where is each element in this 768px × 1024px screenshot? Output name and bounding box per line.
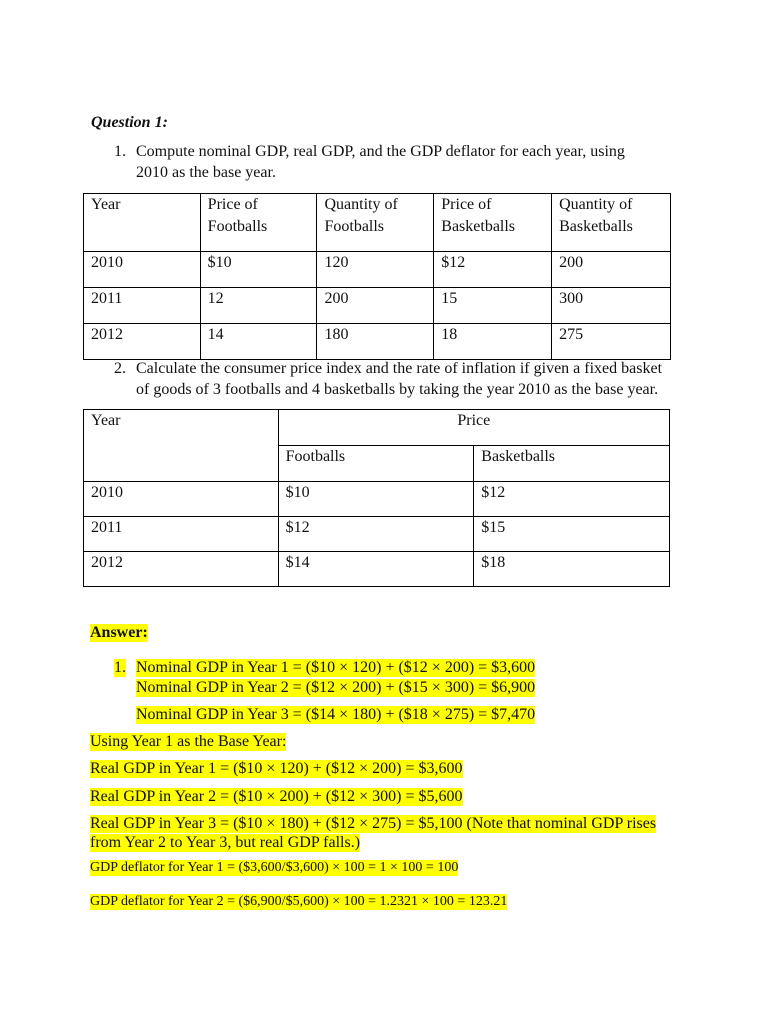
table-cell: 2011 <box>84 517 279 552</box>
table-cell: $12 <box>474 482 670 517</box>
table-cell: $12 <box>278 517 474 552</box>
table-cell: $10 <box>200 252 317 288</box>
nominal-gdp-year-1: Nominal GDP in Year 1 = ($10 × 120) + ($12 × 200) = $3,600 <box>136 659 536 676</box>
question-2-number: 2. <box>114 360 126 377</box>
table-cell: 120 <box>317 252 434 288</box>
table-header-row <box>84 194 671 252</box>
table-cell: $12 <box>434 252 552 288</box>
header-cell: Quantity of Footballs <box>317 194 434 252</box>
header-cell: Price <box>278 410 669 446</box>
question-1-line-1: Compute nominal GDP, real GDP, and the GDP deflator for each year, using <box>136 143 625 160</box>
table-cell: $18 <box>474 552 670 587</box>
table-cell: 12 <box>200 288 317 324</box>
table-cell: $10 <box>278 482 474 517</box>
real-gdp-year-1: Real GDP in Year 1 = ($10 × 120) + ($12 × 200) = $3,600 <box>90 760 463 777</box>
table-cell: 275 <box>552 324 671 360</box>
table-row <box>84 552 670 587</box>
question-title: Question 1: <box>91 114 168 131</box>
question-1-line-2: 2010 as the base year. <box>136 164 276 181</box>
table-cell: 2010 <box>84 482 279 517</box>
table-cell: 2011 <box>84 288 201 324</box>
price-table <box>83 409 670 587</box>
header-cell: Basketballs <box>474 446 670 482</box>
header-cell: Year <box>84 194 201 252</box>
gdp-deflator-year-1: GDP deflator for Year 1 = ($3,600/$3,600) × 100 = 1 × 100 = 100 <box>90 860 459 875</box>
question-2-line-2: of goods of 3 footballs and 4 basketballs by taking the year 2010 as the base year. <box>136 381 659 398</box>
header-cell: Price of Footballs <box>200 194 317 252</box>
table-row <box>84 252 671 288</box>
gdp-table <box>83 193 671 360</box>
header-cell: Year <box>84 410 279 482</box>
answer-item-number: 1. <box>114 659 126 676</box>
question-1-number: 1. <box>114 143 126 160</box>
nominal-gdp-year-2: Nominal GDP in Year 2 = ($12 × 200) + ($15 × 300) = $6,900 <box>136 679 536 696</box>
table-header-row <box>84 410 670 446</box>
table-cell: 15 <box>434 288 552 324</box>
table-cell: 18 <box>434 324 552 360</box>
base-year-line: Using Year 1 as the Base Year: <box>90 733 287 750</box>
header-cell: Price of Basketballs <box>434 194 552 252</box>
table-cell: 200 <box>317 288 434 324</box>
header-cell: Footballs <box>278 446 474 482</box>
nominal-gdp-year-3: Nominal GDP in Year 3 = ($14 × 180) + ($18 × 275) = $7,470 <box>136 706 536 723</box>
table-row <box>84 324 671 360</box>
table-row <box>84 288 671 324</box>
table-cell: 200 <box>552 252 671 288</box>
answer-title: Answer: <box>90 624 148 641</box>
table-cell: 14 <box>200 324 317 360</box>
table-row <box>84 482 670 517</box>
question-2-line-1: Calculate the consumer price index and the rate of inflation if given a fixed basket <box>136 360 663 377</box>
gdp-deflator-year-2: GDP deflator for Year 2 = ($6,900/$5,600) × 100 = 1.2321 × 100 = 123.21 <box>90 894 508 909</box>
table-cell: 2012 <box>84 552 279 587</box>
table-cell: 2012 <box>84 324 201 360</box>
real-gdp-year-3-line-1: Real GDP in Year 3 = ($10 × 180) + ($12 × 275) = $5,100 (Note that nominal GDP rises <box>90 815 657 832</box>
table-cell: 180 <box>317 324 434 360</box>
real-gdp-year-2: Real GDP in Year 2 = ($10 × 200) + ($12 × 300) = $5,600 <box>90 788 463 805</box>
real-gdp-year-3-line-2: from Year 2 to Year 3, but real GDP falls.) <box>90 834 361 851</box>
table-cell: $15 <box>474 517 670 552</box>
table-cell: 2010 <box>84 252 201 288</box>
table-cell: 300 <box>552 288 671 324</box>
table-cell: $14 <box>278 552 474 587</box>
table-row <box>84 517 670 552</box>
header-cell: Quantity of Basketballs <box>552 194 671 252</box>
